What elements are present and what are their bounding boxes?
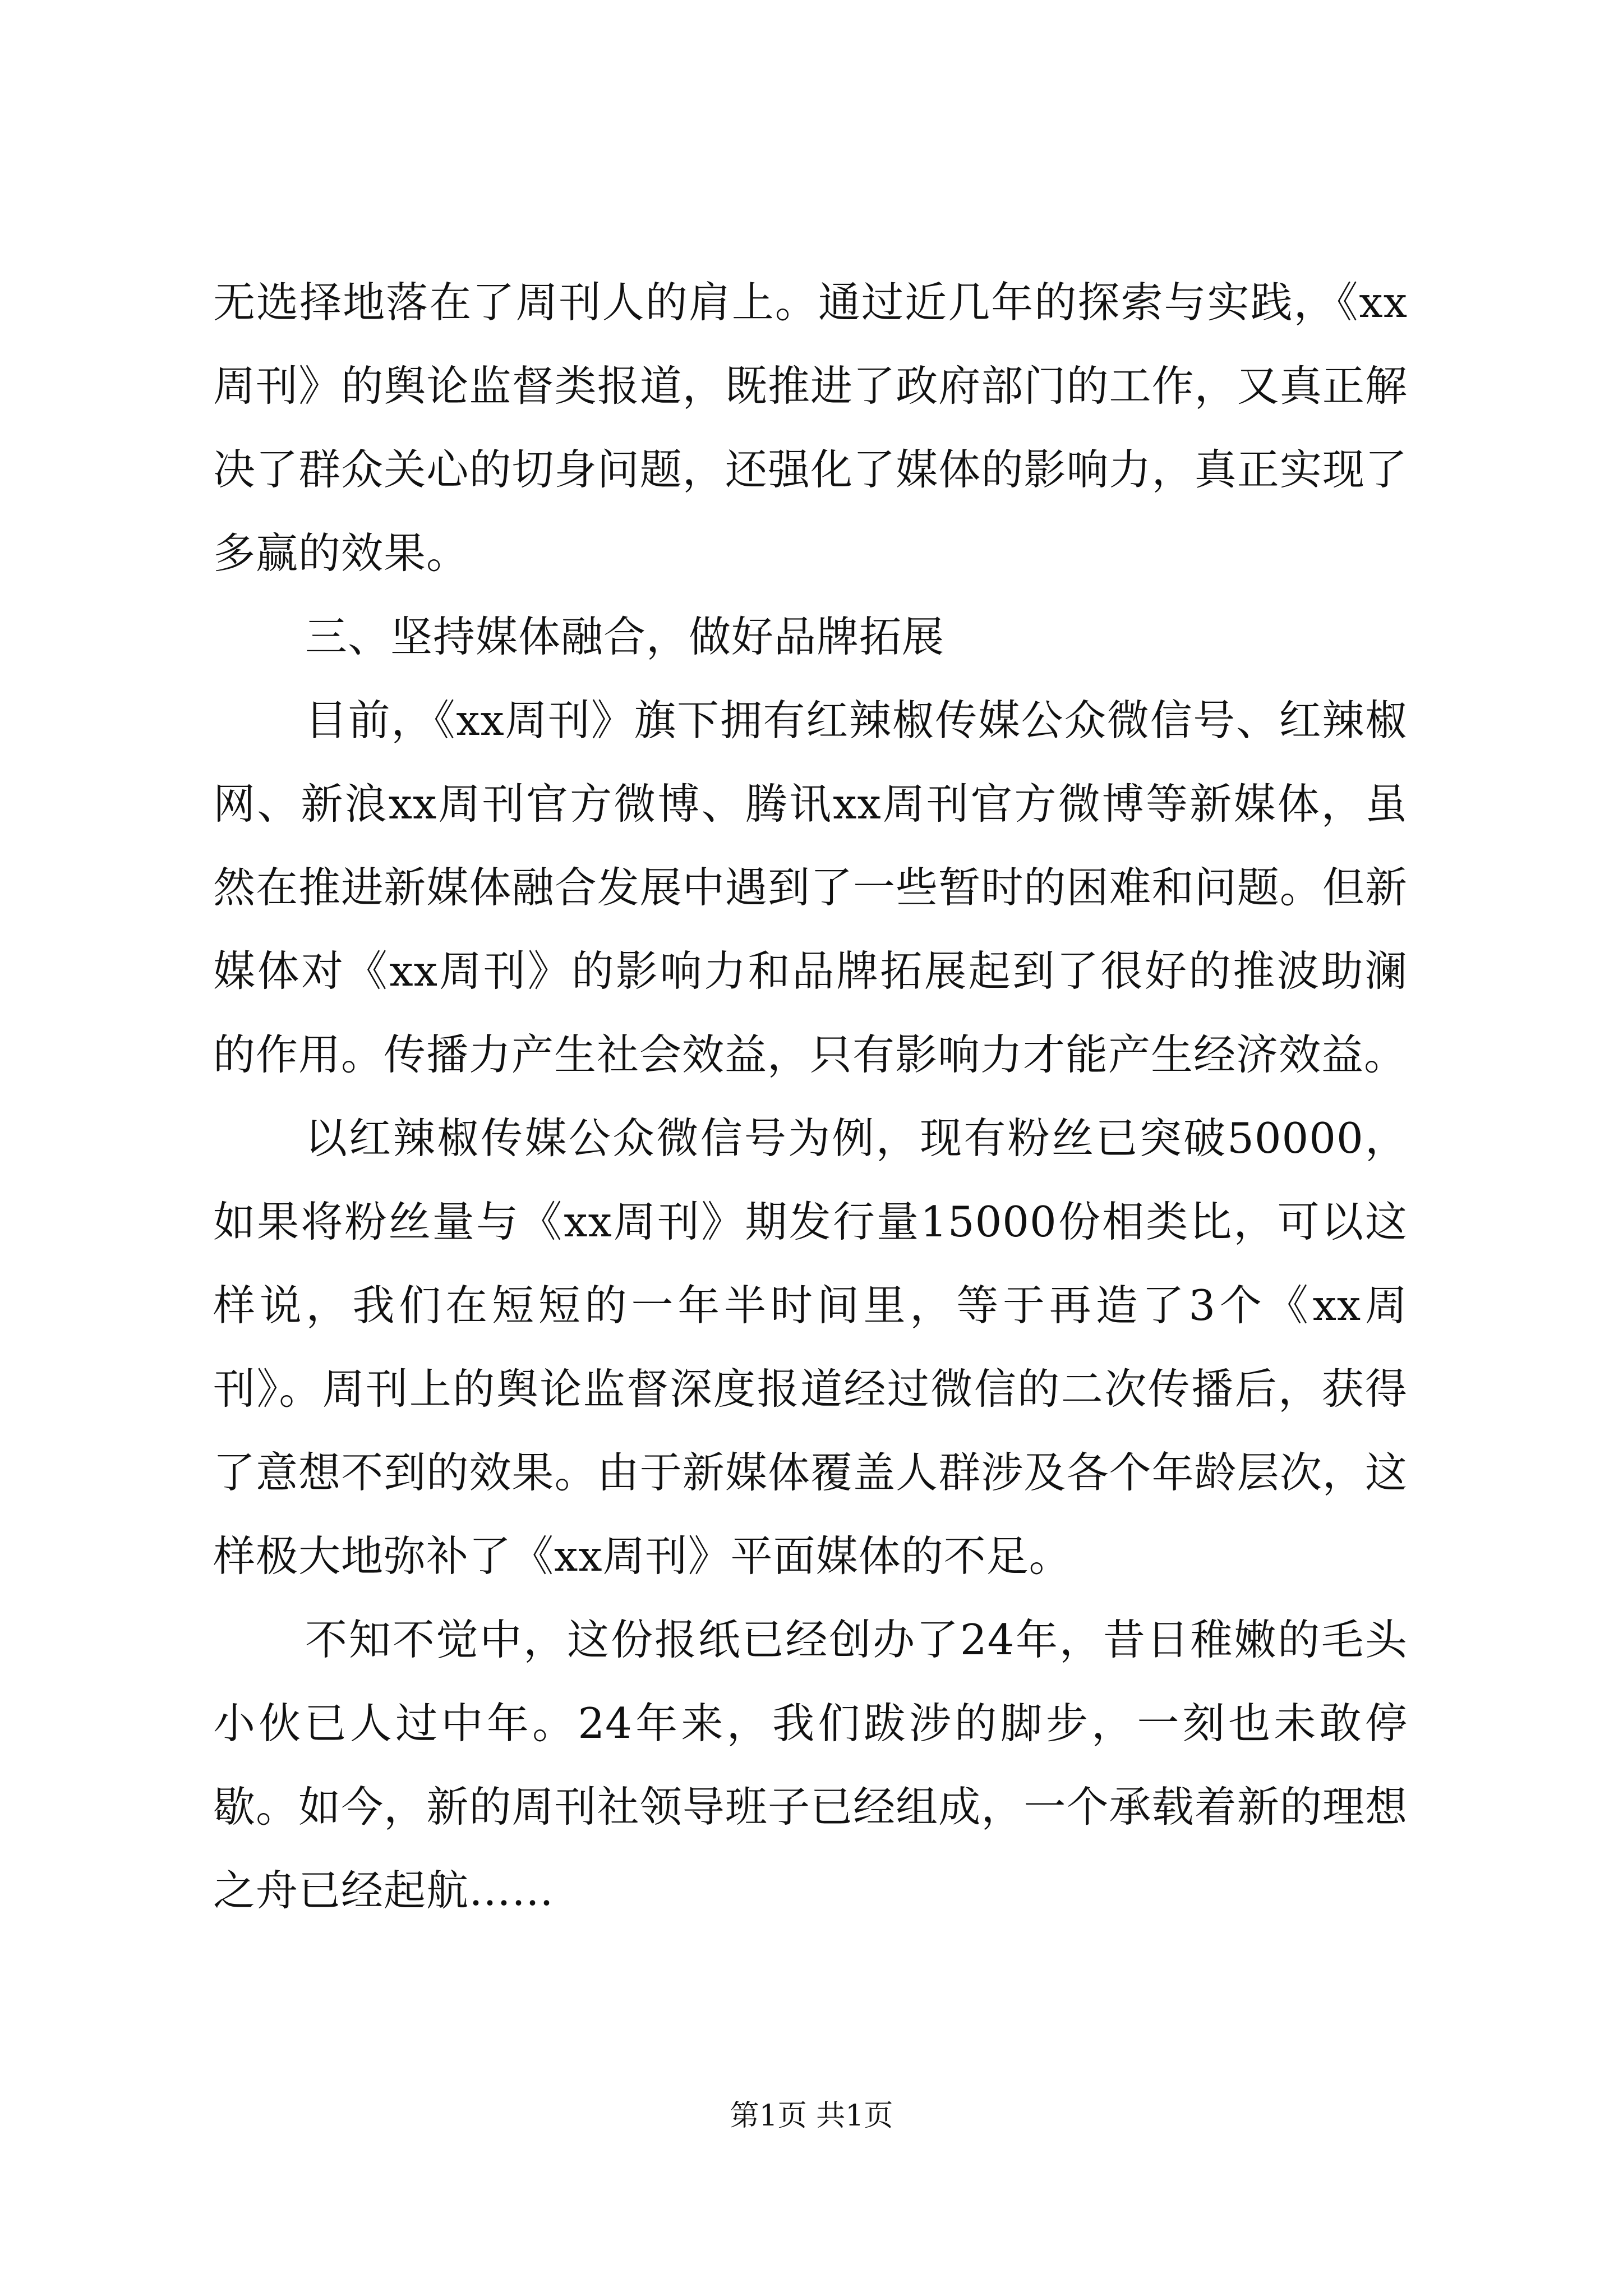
paragraph-continuation: 无选择地落在了周刊人的肩上。通过近几年的探索与实践，《xx周刊》的舆论监督类报道，既推进了政府部门的工作，又真正解决了群众关心的切身问题，还强化了媒体的影响力，真正实现了多赢的效果。 [213,278,1408,578]
paragraph-closing: 不知不觉中，这份报纸已经创办了24年，昔日稚嫩的毛头小伙已人过中年。24年来，我们跋涉的脚步，一刻也未敢停歇。如今，新的周刊社领导班子已经组成，一个承载着新的理想之舟已经起航…… [213,1615,1408,1915]
page-footer [0,2096,1623,2136]
paragraph-media-integration: 目前，《xx周刊》旗下拥有红辣椒传媒公众微信号、红辣椒网、新浪xx周刊官方微博、腾讯xx周刊官方微博等新媒体，虽然在推进新媒体融合发展中遇到了一些暂时的困难和问题。但新媒体对《xx周刊》的影响力和品牌拓展起到了很好的推波助澜的作用。传播力产生社会效益，只有影响力才能产生经济效益。 [213,696,1408,1079]
page-number-label: 第1页 共1页 [730,2099,893,2133]
document-body [213,261,1408,1932]
section-heading: 三、坚持媒体融合，做好品牌拓展 [305,612,945,661]
paragraph-wechat-example: 以红辣椒传媒公众微信号为例，现有粉丝已突破50000，如果将粉丝量与《xx周刊》期发行量15000份相类比，可以这样说，我们在短短的一年半时间里，等于再造了3个《xx周刊》。周刊上的舆论监督深度报道经过微信的二次传播后，获得了意想不到的效果。由于新媒体覆盖人群涉及各个年龄层次，这样极大地弥补了《xx周刊》平面媒体的不足。 [213,1114,1408,1581]
